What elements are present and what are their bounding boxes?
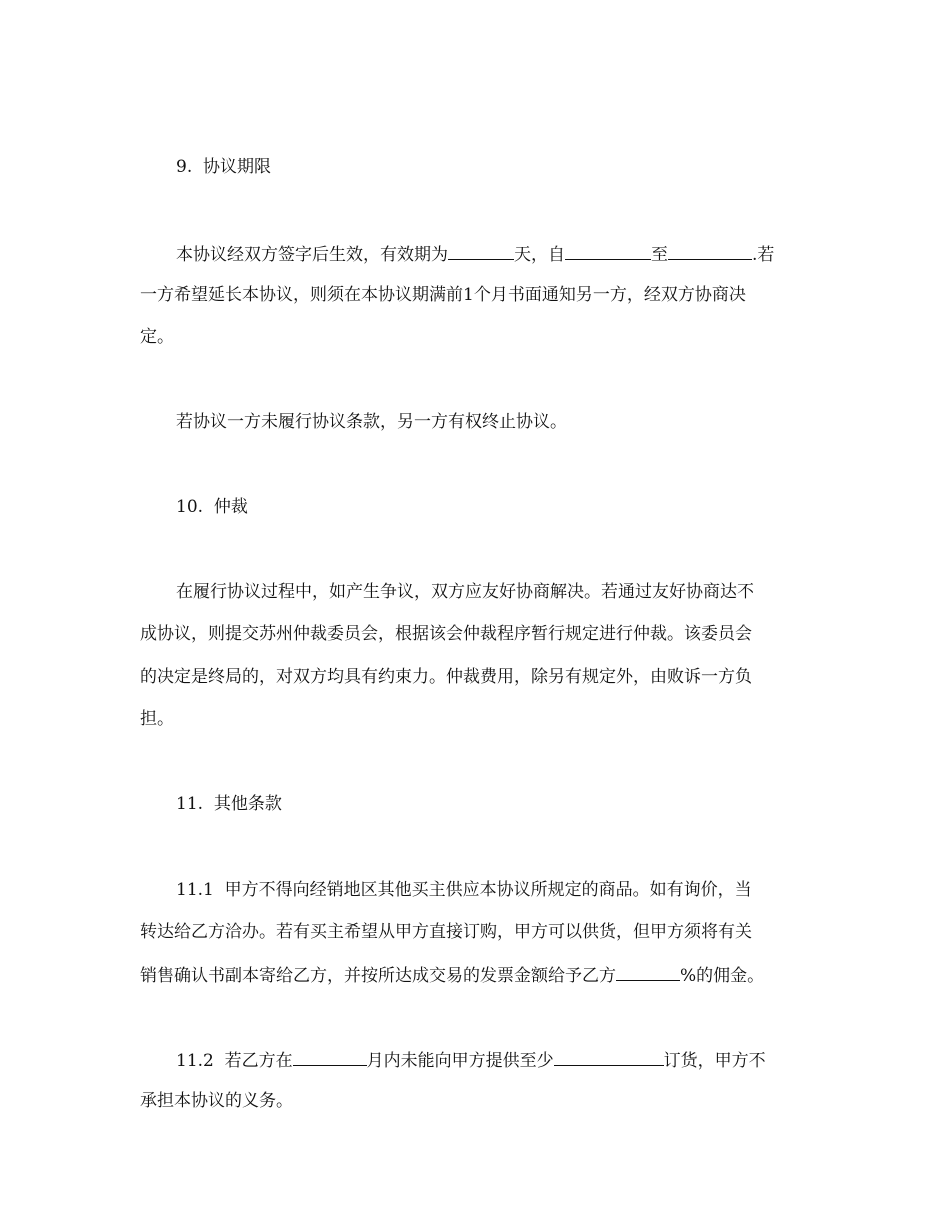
text-segment: %的佣金。	[680, 966, 765, 986]
text-segment: 11.2 若乙方在	[176, 1051, 293, 1071]
section-11-heading: 11. 其他条款	[176, 794, 282, 814]
commission-percent-blank[interactable]	[616, 962, 680, 981]
section-10-line-3: 的决定是终局的，对双方均具有约束力。仲裁费用，除另有规定外，由败诉一方负	[140, 667, 752, 687]
section-9-paragraph-line-1	[176, 241, 774, 267]
text-segment: 至	[651, 245, 668, 265]
text-segment: .若	[752, 245, 775, 265]
section-11-2-line-1	[176, 1047, 766, 1073]
text-segment: 月内未能向甲方提供至少	[366, 1051, 554, 1071]
section-10-line-2: 成协议，则提交苏州仲裁委员会，根据该会仲裁程序暂行规定进行仲裁。该委员会	[140, 624, 752, 644]
section-11-2-line-2: 承担本协议的义务。	[140, 1091, 293, 1111]
section-10-line-1: 在履行协议过程中，如产生争议，双方应友好协商解决。若通过友好协商达不	[176, 582, 754, 602]
section-9-paragraph-2: 若协议一方未履行协议条款，另一方有权终止协议。	[176, 412, 567, 432]
days-blank[interactable]	[448, 241, 514, 260]
section-10-heading: 10. 仲裁	[176, 497, 248, 517]
section-11-1-line-1: 11.1 甲方不得向经销地区其他买主供应本协议所规定的商品。如有询价，当	[176, 880, 752, 900]
section-9-heading: 9. 协议期限	[176, 157, 272, 177]
section-11-1-line-3	[140, 962, 764, 988]
months-blank[interactable]	[293, 1047, 367, 1066]
section-9-paragraph-line-2: 一方希望延长本协议，则须在本协议期满前1个月书面通知另一方，经双方协商决	[140, 285, 746, 305]
section-10-line-4: 担。	[140, 709, 174, 729]
start-date-blank[interactable]	[565, 241, 651, 260]
text-segment: 天，自	[514, 245, 565, 265]
section-9-paragraph-line-3: 定。	[140, 327, 174, 347]
minimum-order-blank[interactable]	[554, 1047, 664, 1066]
end-date-blank[interactable]	[668, 241, 752, 260]
section-11-1-line-2: 转达给乙方洽办。若有买主希望从甲方直接订购，甲方可以供货，但甲方须将有关	[140, 922, 752, 942]
text-segment: 订货，甲方不	[663, 1051, 766, 1071]
text-segment: 销售确认书副本寄给乙方，并按所达成交易的发票金额给予乙方	[140, 966, 616, 986]
text-segment: 本协议经双方签字后生效，有效期为	[176, 245, 448, 265]
